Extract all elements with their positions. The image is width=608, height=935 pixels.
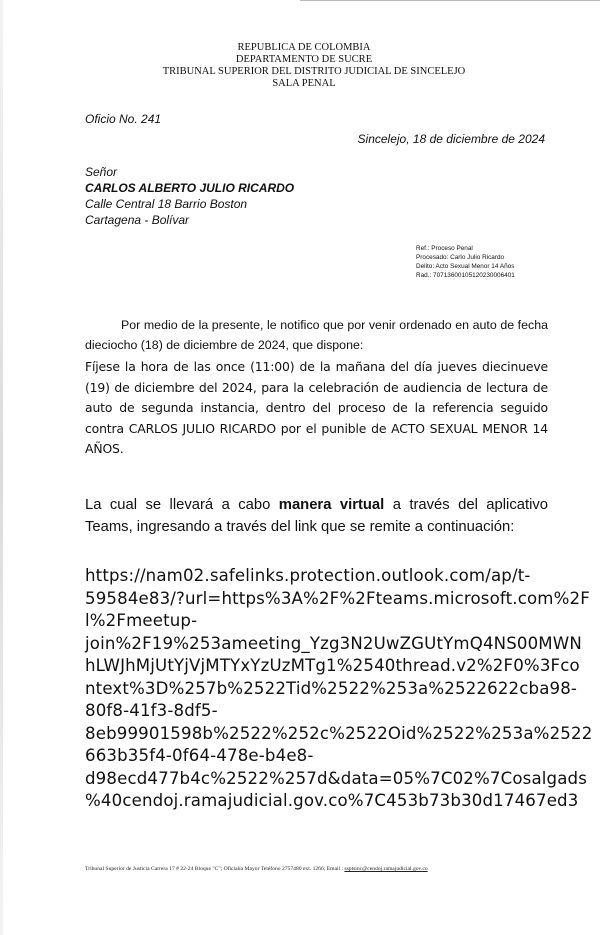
- intro-paragraph: [85, 315, 548, 355]
- virtual-paragraph: [85, 494, 548, 538]
- link-line[interactable]: hLWJhMjUtYjVjMTYxYzUzMTg1%2540thread.v2%2F0%3Fco: [85, 656, 580, 675]
- link-line[interactable]: l%2Fmeetup-: [85, 611, 198, 630]
- link-line[interactable]: 8eb99901598b%2522%252c%2522Oid%2522%253a%2522: [85, 723, 593, 743]
- letterhead-chamber: SALA PENAL: [272, 78, 336, 89]
- link-line[interactable]: 663b35f4-0f64-478e-b4e8-: [85, 746, 314, 765]
- link-line[interactable]: https://nam02.safelinks.protection.outlook.com/ap/t-: [85, 566, 531, 585]
- letterhead-department: DEPARTAMENTO DE SUCRE: [235, 54, 373, 65]
- reference-type: Ref.: Proceso Penal: [416, 245, 473, 252]
- link-line[interactable]: d98ecd477b4c%2522%257d&data=05%7C02%7Cosalgads: [85, 768, 587, 788]
- reference-procesado: Procesado: Carlo Julio Ricardo: [416, 254, 505, 261]
- link-line[interactable]: %40cendoj.ramajudicial.gov.co%7C453b73b30d17467ed3: [85, 791, 579, 810]
- intro-text: Por medio de la presente, le notifico que por venir ordenado en auto de fecha dieciocho (18) de diciembre de 2024, que dispone:: [85, 318, 548, 352]
- addressee-block: [85, 164, 294, 228]
- reference-radicado: Rad.: 70713600105120230006401: [416, 272, 515, 279]
- letterhead-tribunal: TRIBUNAL SUPERIOR DEL DISTRITO JUDICIAL DE SINCELEJO: [162, 66, 466, 77]
- letterhead-country: REPUBLICA DE COLOMBIA: [237, 42, 371, 53]
- virtual-text-after: a través del aplicativo Teams, ingresando a través del link que se remite a continuación:: [85, 497, 548, 535]
- link-line[interactable]: 59584e83/?url=https%3A%2F%2Fteams.microsoft.com%2F: [85, 588, 590, 608]
- addressee-name: CARLOS ALBERTO JULIO RICARDO: [85, 181, 295, 195]
- reference-delito: Delito: Acto Sexual Menor 14 Años: [416, 263, 515, 270]
- addressee-address: Calle Central 18 Barrio Boston: [85, 197, 248, 211]
- footer-contact: [85, 866, 428, 872]
- letterhead: [0, 42, 608, 90]
- footer-text: Tribunal Superior de Justicia Carrera 17 # 22-24 Bloque "C"; Oficialía Mayor Teléfono 2757480 ext. 1266; Email :: [85, 866, 345, 872]
- link-line[interactable]: 80f8-41f3-8df5-: [85, 701, 218, 720]
- order-text: Fíjese la hora de las once (11:00) de la mañana del día jueves diecinueve (19) de diciembre del 2024, para la celebración de audiencia de lectura de auto de segunda instancia, dentro del proceso de la referencia seguido contra CARLOS JULIO RICARDO por el punible de ACTO SEXUAL MENOR 14 AÑOS.: [85, 359, 548, 456]
- virtual-text-bold: manera virtual: [278, 497, 385, 513]
- link-line[interactable]: ntext%3D%257b%2522Tid%2522%253a%2522622cba98-: [85, 678, 578, 698]
- meeting-link[interactable]: [85, 565, 593, 813]
- page-edge-top: [300, 0, 600, 1]
- addressee-salutation: Señor: [85, 165, 118, 179]
- virtual-text-before: La cual se llevará a cabo: [85, 497, 279, 513]
- oficio-number: Oficio No. 241: [85, 112, 162, 126]
- reference-block: [416, 244, 515, 280]
- page-edge-left: [0, 0, 3, 935]
- addressee-city: Cartagena - Bolívar: [85, 213, 190, 227]
- order-paragraph: [85, 357, 548, 460]
- link-line[interactable]: join%2F19%253ameeting_Yzg3N2UwZGUtYmQ4NS00MWN: [85, 633, 582, 653]
- footer-email[interactable]: ssptsinc@cendoj.ramajudicial.gov.co: [344, 866, 428, 872]
- place-date: Sincelejo, 18 de diciembre de 2024: [357, 132, 545, 146]
